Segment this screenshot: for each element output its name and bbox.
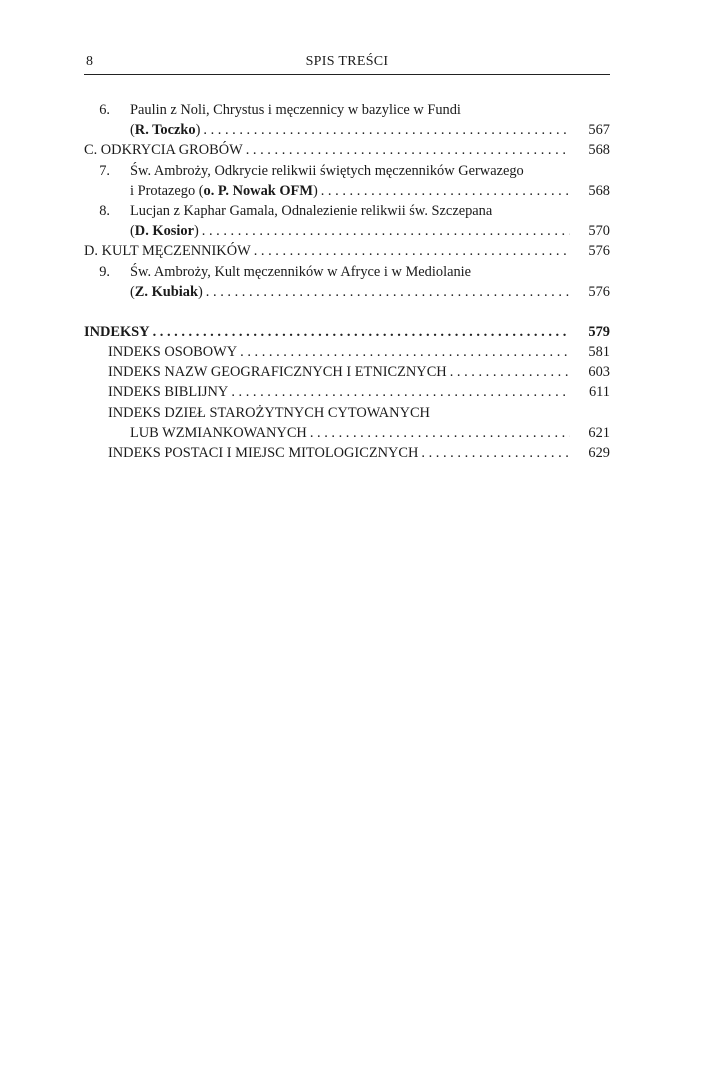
page-ref: 611	[588, 384, 610, 401]
toc-index-mitologiczny	[84, 443, 610, 463]
toc-entry-6-line2	[84, 120, 610, 140]
toc-entry-7-line2	[84, 181, 610, 201]
entry-title: Św. Ambroży, Kult męczenników w Afryce i w Mediolanie	[130, 263, 472, 280]
dot-leader	[206, 282, 570, 302]
dot-leader	[450, 362, 570, 382]
entry-author: (Z. Kubiak)	[130, 283, 203, 300]
entry-author: (D. Kosior)	[130, 223, 199, 240]
dot-leader	[240, 342, 570, 362]
toc-index-geograficzny	[84, 362, 610, 382]
entry-title: Św. Ambroży, Odkrycie relikwii świętych męczenników Gerwazego	[130, 162, 524, 179]
page-ref: 629	[588, 445, 610, 461]
page-ref: 568	[588, 182, 610, 199]
page-ref: 581	[588, 344, 610, 361]
toc-index-osobowy	[84, 342, 610, 362]
dot-leader	[203, 120, 570, 140]
page-ref: 576	[588, 243, 610, 260]
dot-leader	[231, 382, 570, 402]
toc-entry-6-line1	[84, 100, 610, 120]
toc-section-c	[84, 140, 610, 160]
toc-indeksy	[84, 322, 610, 342]
page-ref: 579	[588, 323, 610, 340]
page-ref: 621	[588, 424, 610, 441]
toc-index-dziel-line2	[84, 423, 610, 443]
dot-leader	[202, 221, 570, 241]
page-ref: 570	[588, 223, 610, 240]
entry-title: Paulin z Noli, Chrystus i męczennicy w bazylice w Fundi	[130, 102, 461, 118]
table-of-contents	[84, 100, 610, 463]
dot-leader	[254, 241, 570, 261]
toc-index-dziel-line1	[84, 403, 610, 423]
page-ref: 568	[588, 142, 610, 159]
toc-entry-8-line1	[84, 201, 610, 221]
dot-leader	[153, 322, 570, 342]
page-ref: 603	[588, 364, 610, 381]
running-header	[84, 52, 610, 75]
entry-author: i Protazego (o. P. Nowak OFM)	[130, 182, 318, 199]
entry-author: (R. Toczko)	[130, 122, 201, 139]
entry-number: 8.	[99, 202, 110, 219]
page-number: 8	[86, 54, 93, 69]
toc-section-d	[84, 241, 610, 261]
index-title: INDEKS BIBLIJNY	[108, 384, 229, 401]
entry-title: Lucjan z Kaphar Gamala, Odnalezienie relikwii św. Szczepana	[130, 202, 493, 219]
section-title: INDEKSY	[84, 323, 150, 340]
toc-entry-9-line1	[84, 262, 610, 282]
toc-entry-9-line2	[84, 282, 610, 302]
toc-entry-8-line2	[84, 221, 610, 241]
section-title: D. KULT MĘCZENNIKÓW	[84, 243, 251, 260]
dot-leader	[321, 181, 570, 201]
toc-index-biblijny	[84, 382, 610, 402]
entry-number: 6.	[99, 102, 110, 118]
page-ref: 567	[588, 122, 610, 139]
dot-leader	[310, 423, 570, 443]
entry-number: 9.	[99, 263, 110, 280]
toc-entry-7-line1	[84, 161, 610, 181]
index-title: INDEKS NAZW GEOGRAFICZNYCH I ETNICZNYCH	[108, 364, 447, 381]
entry-number: 7.	[99, 162, 110, 179]
dot-leader	[421, 443, 570, 463]
running-title: SPIS TREŚCI	[305, 54, 389, 69]
index-title-cont: LUB WZMIANKOWANYCH	[130, 424, 307, 441]
dot-leader	[246, 140, 570, 160]
index-title: INDEKS DZIEŁ STAROŻYTNYCH CYTOWANYCH	[108, 404, 430, 421]
index-title: INDEKS POSTACI I MIEJSC MITOLOGICZNYCH	[108, 445, 419, 461]
index-title: INDEKS OSOBOWY	[108, 344, 238, 361]
page-ref: 576	[588, 283, 610, 300]
section-title: C. ODKRYCIA GROBÓW	[84, 142, 243, 159]
